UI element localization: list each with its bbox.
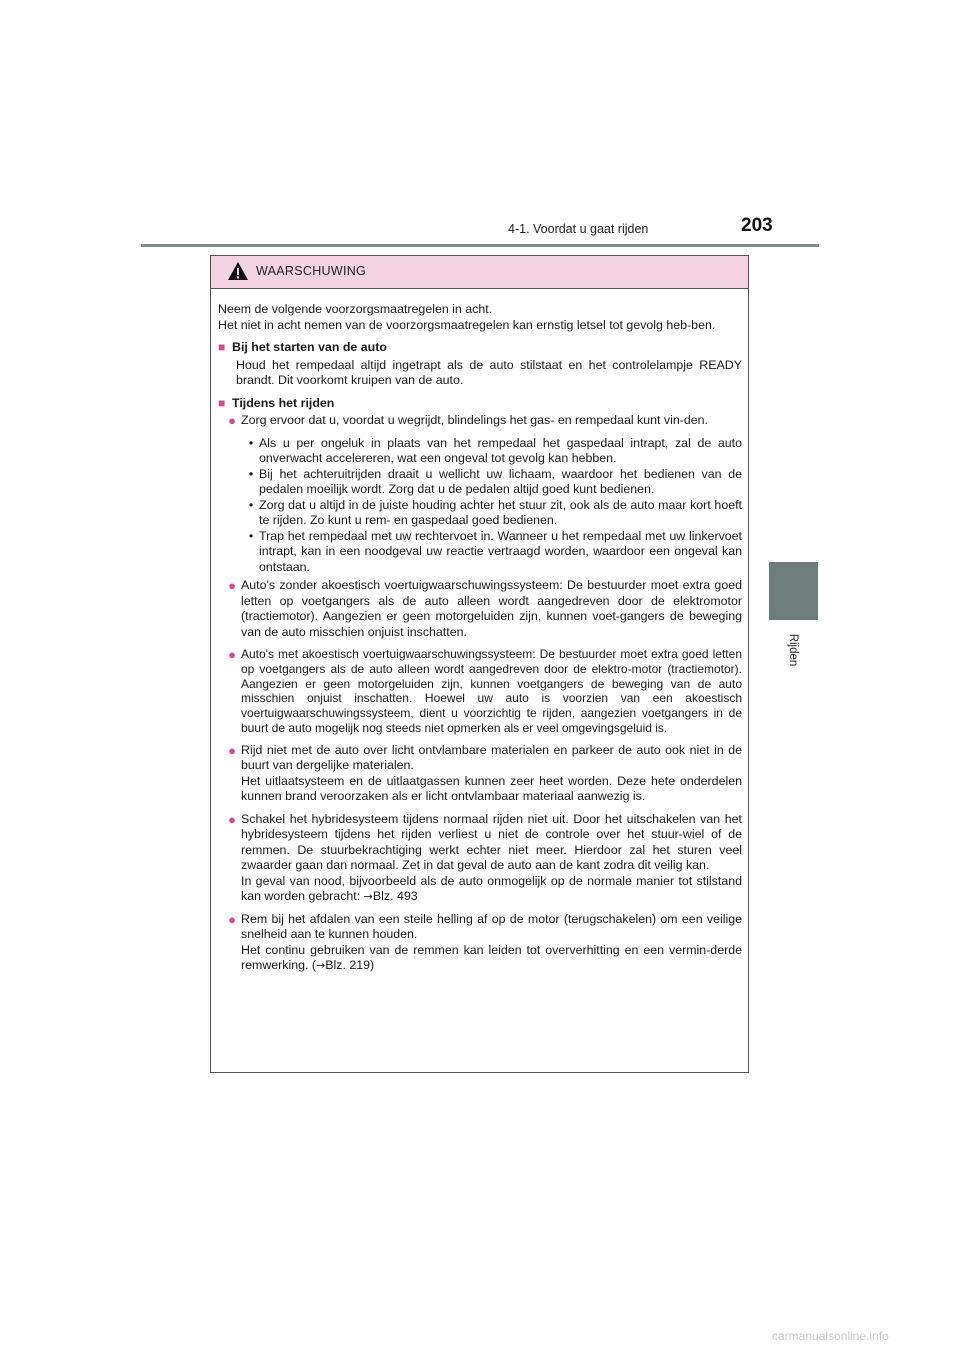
section-heading <box>218 340 742 356</box>
sub-list-item <box>243 498 742 529</box>
circle-bullet-icon: ● <box>228 742 236 758</box>
chapter-number: 4 <box>790 1140 797 1154</box>
sub-bullet-icon: • <box>248 528 254 543</box>
bullet-item <box>223 647 742 736</box>
section-heading-text: Tijdens het rijden <box>232 395 335 410</box>
chapter-label: Rijden <box>787 633 799 667</box>
bullet-text-with-ref <box>241 874 742 905</box>
bullet-text: Zorg ervoor dat u, voordat u wegrijdt, blindelings het gas- en rempedaal kunt vin-den. <box>241 413 708 427</box>
square-bullet-icon: ■ <box>218 395 226 410</box>
circle-bullet-icon: ● <box>228 911 236 927</box>
bullet-item <box>223 578 742 640</box>
page-reference-link[interactable]: Blz. 493 <box>372 889 418 904</box>
sub-item-text: Zorg dat u altijd in de juiste houding achter het stuur zit, ook als de auto maar kort hoeft te rijden. Zo kunt u rem- en gaspedaal goed bedienen. <box>259 497 742 527</box>
circle-bullet-icon: ● <box>228 578 236 593</box>
bullet-item <box>223 912 742 974</box>
header-divider <box>141 244 819 247</box>
bullet-text: Schakel het hybridesysteem tijdens normaal rijden niet uit. Door het uitschakelen van het hybridesysteem tijdens het rijden verliest u niet de controle over het stuur-wiel of de remmen. De stuurbekrachtiging werkt echter niet meer. Hierdoor zal het sturen veel zwaarder gaan dan normaal. Zet in dat geval de auto aan de kant zodra dit veilig kan. <box>241 811 742 873</box>
page-reference-link[interactable]: Blz. 219) <box>325 958 375 973</box>
sub-item-text: Als u per ongeluk in plaats van het rempedaal het gaspedaal intrapt, zal de auto onverwacht accelereren, wat een ongeval tot gevolg kan hebben. <box>259 435 742 465</box>
sub-list-item <box>243 529 742 576</box>
warning-box <box>210 255 749 1073</box>
bullet-text: Het uitlaatsysteem en de uitlaatgassen kunnen zeer heet worden. Deze hete onderdelen kunnen brand veroorzaken als er licht ontvlambaar materiaal aanwezig is. <box>241 773 742 804</box>
arrow-right-icon: → <box>363 890 373 904</box>
sub-list-item <box>243 467 742 498</box>
bullet-text: Het continu gebruiken van de remmen kan leiden tot oververhitting en een vermin-derde remwerking. ( <box>241 942 742 973</box>
circle-bullet-icon: ● <box>228 413 236 428</box>
bullet-item <box>223 413 742 429</box>
bullet-text: Auto's met akoestisch voertuigwaarschuwingssysteem: De bestuurder moet extra goed letten op voetgangers als de auto alleen wordt aangedreven door de elektro-motor (tractiemotor). Aangezien er geen motorgeluiden zijn, kunnen voetgangers de beweging van de auto misschien onjuist inschatten. Hoewel uw auto is voorzien van een akoestisch voertuigwaarschuwingssysteem, dient u voorzichtig te rijden, aangezien voetgangers in de buurt de auto mogelijk nog steeds niet opmerken als er veel omgevingsgeluid is. <box>241 647 742 735</box>
bullet-text-with-ref <box>241 943 742 974</box>
bullet-item <box>223 743 742 805</box>
section-text: Houd het rempedaal altijd ingetrapt als de auto stilstaat en het controlelampje READY brandt. Dit voorkomt kruipen van de auto. <box>236 357 742 387</box>
warning-intro <box>218 302 742 333</box>
intro-line: Het niet in acht nemen van de voorzorgsmaatregelen kan ernstig letsel tot gevolg heb-ben. <box>218 317 716 332</box>
warning-triangle-icon <box>227 261 249 281</box>
bullet-content <box>241 812 742 905</box>
watermark: carmanualsonline.info <box>772 1329 889 1343</box>
sub-bullet-icon: • <box>248 497 254 512</box>
warning-title: WAARSCHUWING <box>256 264 367 278</box>
bullet-item <box>223 812 742 905</box>
sub-bullet-icon: • <box>248 435 254 450</box>
section-heading <box>218 396 742 412</box>
sub-list-item <box>243 436 742 467</box>
sub-item-text: Trap het rempedaal met uw rechtervoet in. Wanneer u het rempedaal met uw linkervoet intrapt, kan in een noodgeval uw reactie vertraagd worden, waardoor een ongeval kan ontstaan. <box>259 528 742 574</box>
circle-bullet-icon: ● <box>228 811 236 827</box>
bullet-content <box>241 743 742 805</box>
sub-bullet-icon: • <box>248 466 254 481</box>
intro-line: Neem de volgende voorzorgsmaatregelen in acht. <box>218 302 493 316</box>
sub-item-text: Bij het achteruitrijden draait u wellicht uw lichaam, waardoor het bedienen van de pedalen moeilijk wordt. Zorg dat u de pedalen altijd goed kunt bedienen. <box>259 466 742 496</box>
arrow-right-icon: → <box>316 959 326 973</box>
bullet-content <box>241 912 742 974</box>
section-title: 4-1. Voordat u gaat rijden <box>508 222 649 236</box>
bullet-text: Rijd niet met de auto over licht ontvlambare materialen en parkeer de auto ook niet in de buurt van dergelijke materialen. <box>241 742 742 773</box>
sub-list <box>243 436 742 576</box>
section-heading-text: Bij het starten van de auto <box>232 340 387 354</box>
warning-header <box>211 256 748 289</box>
warning-body <box>211 289 748 974</box>
bullet-text: Rem bij het afdalen van een steile helling af op de motor (terugschakelen) om een veilige snelheid aan te kunnen houden. <box>241 911 742 942</box>
bullet-text: In geval van nood, bijvoorbeeld als de auto onmogelijk op de normale manier tot stilstand kan worden gebracht: <box>241 873 742 904</box>
bullet-text: Auto's zonder akoestisch voertuigwaarschuwingssysteem: De bestuurder moet extra goed letten op voetgangers als de auto alleen wordt aangedreven door de elektromotor (tractiemotor). Aangezien er geen motorgeluiden zijn, kunnen voet-gangers de beweging van de auto misschien onjuist inschatten. <box>241 578 742 639</box>
circle-bullet-icon: ● <box>228 647 236 662</box>
square-bullet-icon: ■ <box>218 340 226 354</box>
page-number: 203 <box>741 215 773 236</box>
